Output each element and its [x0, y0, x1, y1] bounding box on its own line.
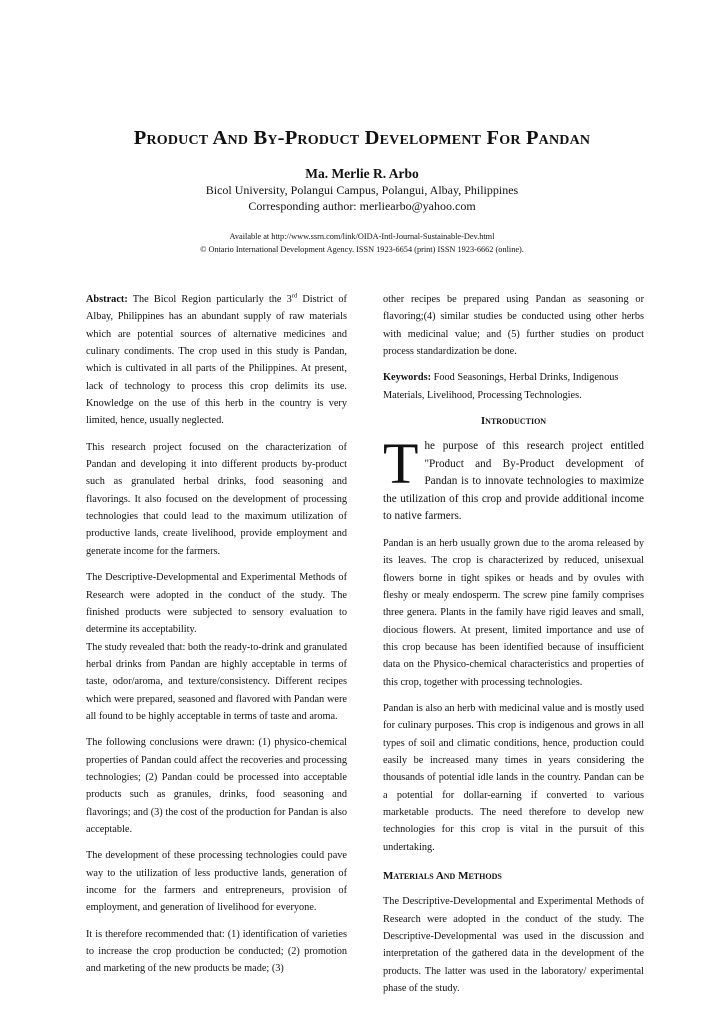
ordinal-superscript: rd — [291, 292, 298, 300]
introduction-paragraph-3: Pandan is also an herb with medicinal value and is mostly used for culinary purposes. This crop is indigenous and grows in all types of soil and climatic conditions, hence, production could easily be increased many times in years considering the thousands of potential idle lands in the country. Pandan can be a potential for dollar-earning if converted to various marketable products. The need therefore to develop new technologies for this crop is vital in the pursuit of this undertaking. — [383, 703, 644, 853]
keywords-label: Keywords: — [383, 372, 432, 384]
introduction-heading: Introduction — [480, 415, 547, 428]
author-name: Ma. Merlie R. Arbo — [305, 166, 419, 181]
abstract-text-a: The Bicol Region particularly the 3 — [127, 294, 292, 305]
keywords-paragraph — [383, 369, 644, 404]
introduction-paragraph-2: Pandan is an herb usually grown due to the aroma released by its leaves. The crop is characterized by reduced, unisexual flowers borne in tight spikes or heads and by ovules with fleshy or mealy endosperm. The screw pine family comprises three genera. Plants in the family have rigid leaves and small, diocious flowers. At present, limited importance and use of this crop because has been identified because of insufficient data on the Physico-chemical characteristics and properties of this crop, together with processing technologies. — [383, 537, 644, 688]
abstract-paragraph-4: The study revealed that: both the ready-to-drink and granulated herbal drinks from Pandan are highly acceptable in terms of taste, odor/aroma, and texture/consistency. Different recipes which were prepared, seasoned and flavored with Pandan were all found to be highly acceptable in terms of taste and aroma. — [86, 641, 347, 722]
left-column — [86, 291, 347, 987]
copyright-note: © Ontario International Development Agency. ISSN 1923-6654 (print) ISSN 1923-6662 (online). — [200, 245, 524, 254]
author-affiliation: Bicol University, Polangui Campus, Polangui, Albay, Philippines — [205, 183, 519, 197]
abstract-paragraph-1 — [86, 291, 347, 430]
methods-heading: Materials And Methods — [383, 870, 502, 883]
abstract-paragraph-2: This research project focused on the characterization of Pandan and developing it into different products by-product such as granulated herbal drinks, food seasoning and flavorings. It also focused on the development of processing technologies that could lead to the maximum utilization of productive lands, create livelihood, provide employment and generate income for the farmers. — [86, 441, 347, 557]
abstract-text-b: District of Albay, Philippines has an abundant supply of raw materials which are potential sources of alternative medicines and culinary condiments. The crop used in this study is Pandan, which is cultivated in all parts of the Philippines. At present, lack of technology to process this crop delimits its use. Knowledge on the use of this herb in the country is very limited, hence, usually neglected. — [86, 294, 347, 427]
abstract-paragraph-3: The Descriptive-Developmental and Experimental Methods of Research were adopted in the conduct of the study. The finished products were subjected to sensory evaluation to determine its acceptability. — [86, 572, 347, 636]
paper-title: Product And By-Product Development For Pandan — [133, 127, 591, 149]
right-column — [383, 291, 644, 1007]
abstract-paragraph-6: The development of these processing technologies could pave way to the utilization of less productive lands, generation of income for the farmers and entrepreneurs, provision of employment, and generation of livelihood for everyone. — [86, 850, 347, 914]
introduction-paragraph-1 — [383, 431, 644, 526]
availability-note: Available at http://www.ssrn.com/link/OIDA-Intl-Journal-Sustainable-Dev.html — [229, 232, 495, 241]
abstract-paragraph-8: other recipes be prepared using Pandan as seasoning or flavoring;(4) similar studies be conducted using other herbs with medicinal value; and (5) further studies on product process standardization be done. — [383, 294, 644, 358]
keywords-text: Food Seasonings, Herbal Drinks, Indigenous Materials, Livelihood, Processing Technologies. — [383, 372, 619, 401]
drop-cap: T — [383, 431, 419, 497]
methods-paragraph-1: The Descriptive-Developmental and Experimental Methods of Research were adopted in the conduct of the study. The Descriptive-Developmental was used in the discussion and interpretation of the gathered data in the development of the products. The latter was used in the laboratory/ experimental phase of the study. — [383, 896, 644, 995]
abstract-paragraph-5: The following conclusions were drawn: (1) physico-chemical properties of Pandan could affect the recoveries and processing technologies; (2) Pandan could be processed into acceptable products such as granules, drinks, food seasoning and flavorings; and (3) the cost of the production for Pandan is also acceptable. — [86, 737, 347, 835]
abstract-paragraph-7: It is therefore recommended that: (1) identification of varieties to increase the crop production be conducted; (2) promotion and marketing of the new products be made; (3) — [86, 928, 347, 975]
abstract-label: Abstract: — [86, 294, 128, 305]
introduction-text-1: he purpose of this research project entitled "Product and By-Product development of Pandan is to innovate technologies to maximize the utilization of this crop and provide additional income to native farmers. — [383, 440, 644, 523]
corresponding-author: Corresponding author: merliearbo@yahoo.com — [248, 199, 476, 213]
